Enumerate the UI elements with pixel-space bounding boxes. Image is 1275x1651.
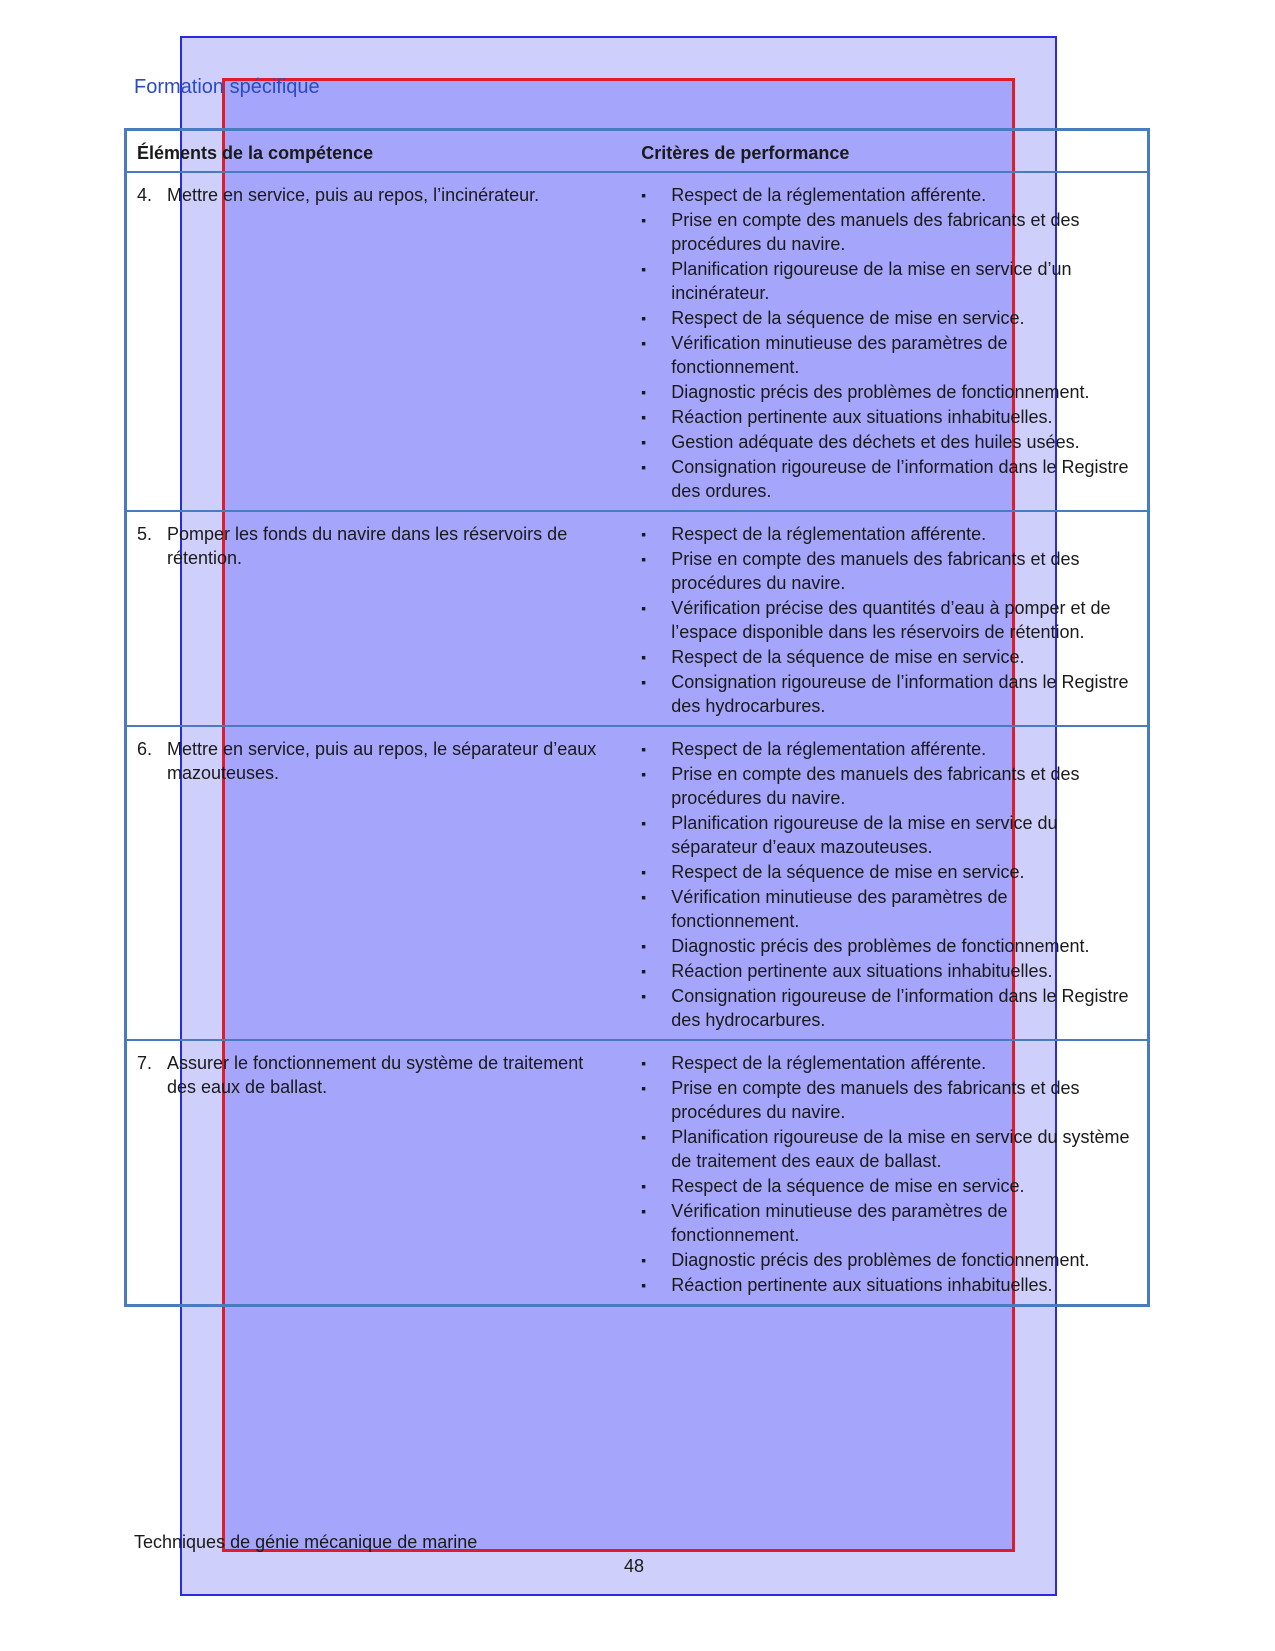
list-item — [641, 183, 1135, 207]
list-item — [641, 455, 1135, 503]
list-item — [641, 1248, 1135, 1272]
criterion-text: Respect de la séquence de mise en service. — [671, 307, 1025, 328]
element-content — [137, 522, 641, 570]
competence-table — [124, 128, 1150, 1307]
criterion-text: Planification rigoureuse de la mise en service d’un incinérateur. — [671, 258, 1072, 303]
list-item — [641, 1051, 1135, 1075]
list-item — [641, 885, 1135, 933]
criterion-text: Prise en compte des manuels des fabricants et des procédures du navire. — [671, 763, 1080, 808]
criterion-text: Prise en compte des manuels des fabricants et des procédures du navire. — [671, 209, 1080, 254]
table-row — [126, 726, 1149, 1040]
list-item — [641, 811, 1135, 859]
criterion-text: Diagnostic précis des problèmes de fonctionnement. — [671, 935, 1090, 956]
list-item — [641, 306, 1135, 330]
bullet-icon: ▪ — [641, 525, 647, 542]
element-cell — [126, 511, 642, 726]
criterion-text: Respect de la séquence de mise en service. — [671, 861, 1025, 882]
bullet-icon: ▪ — [641, 1177, 647, 1194]
element-content — [137, 183, 641, 207]
element-cell — [126, 1040, 642, 1306]
bullet-icon: ▪ — [641, 1202, 647, 1219]
element-text: Mettre en service, puis au repos, le séparateur d’eaux mazouteuses. — [167, 738, 597, 783]
criteria-list — [641, 1051, 1147, 1297]
criteria-list — [641, 522, 1147, 718]
bullet-icon: ▪ — [641, 309, 647, 326]
bullet-icon: ▪ — [641, 1128, 647, 1145]
criterion-text: Vérification minutieuse des paramètres de fonctionnement. — [671, 886, 1008, 931]
list-item — [641, 208, 1135, 256]
bullet-icon: ▪ — [641, 260, 647, 277]
list-item — [641, 984, 1135, 1032]
criterion-text: Consignation rigoureuse de l’information dans le Registre des hydrocarbures. — [671, 985, 1129, 1030]
bullet-icon: ▪ — [641, 1079, 647, 1096]
element-cell — [126, 172, 642, 511]
bullet-icon: ▪ — [641, 383, 647, 400]
criteria-cell — [641, 1040, 1148, 1306]
bullet-icon: ▪ — [641, 863, 647, 880]
criterion-text: Consignation rigoureuse de l’information dans le Registre des ordures. — [671, 456, 1129, 501]
bullet-icon: ▪ — [641, 550, 647, 567]
list-item — [641, 860, 1135, 884]
list-item — [641, 670, 1135, 718]
list-item — [641, 1199, 1135, 1247]
criterion-text: Gestion adéquate des déchets et des huiles usées. — [671, 431, 1080, 452]
criterion-text: Vérification minutieuse des paramètres de fonctionnement. — [671, 332, 1008, 377]
criterion-text: Respect de la réglementation afférente. — [671, 184, 987, 205]
criterion-text: Planification rigoureuse de la mise en service du séparateur d’eaux mazouteuses. — [671, 812, 1058, 857]
element-content — [137, 1051, 641, 1099]
bullet-icon: ▪ — [641, 599, 647, 616]
page-number: 48 — [624, 1556, 645, 1576]
bullet-icon: ▪ — [641, 962, 647, 979]
list-item — [641, 547, 1135, 595]
criterion-text: Respect de la séquence de mise en service. — [671, 1175, 1025, 1196]
table-body — [126, 172, 1149, 1306]
criterion-text: Réaction pertinente aux situations inhabituelles. — [671, 406, 1053, 427]
list-item — [641, 645, 1135, 669]
bullet-icon: ▪ — [641, 740, 647, 757]
bullet-icon: ▪ — [641, 458, 647, 475]
table-row — [126, 1040, 1149, 1306]
criterion-text: Respect de la séquence de mise en service. — [671, 646, 1025, 667]
bullet-icon: ▪ — [641, 673, 647, 690]
page-header-title: Formation spécifique — [134, 76, 320, 98]
bullet-icon: ▪ — [641, 408, 647, 425]
criterion-text: Respect de la réglementation afférente. — [671, 523, 987, 544]
criterion-text: Réaction pertinente aux situations inhabituelles. — [671, 1274, 1053, 1295]
criteria-list — [641, 183, 1147, 503]
criterion-text: Réaction pertinente aux situations inhabituelles. — [671, 960, 1053, 981]
list-item — [641, 405, 1135, 429]
element-text: Assurer le fonctionnement du système de traitement des eaux de ballast. — [167, 1052, 584, 1097]
element-number: 4. — [137, 184, 153, 205]
list-item — [641, 1273, 1135, 1297]
criterion-text: Prise en compte des manuels des fabricants et des procédures du navire. — [671, 548, 1080, 593]
criteria-cell — [641, 511, 1148, 726]
bullet-icon: ▪ — [641, 433, 647, 450]
bullet-icon: ▪ — [641, 765, 647, 782]
list-item — [641, 959, 1135, 983]
criteria-cell — [641, 172, 1148, 511]
bullet-icon: ▪ — [641, 1054, 647, 1071]
column-header-criteria: Critères de performance — [641, 130, 1148, 172]
list-item — [641, 737, 1135, 761]
table-row — [126, 511, 1149, 726]
criterion-text: Vérification précise des quantités d’eau à pomper et de l’espace disponible dans les réservoirs de rétention. — [671, 597, 1111, 642]
bullet-icon: ▪ — [641, 1276, 647, 1293]
bullet-icon: ▪ — [641, 1251, 647, 1268]
bullet-icon: ▪ — [641, 186, 647, 203]
criterion-text: Prise en compte des manuels des fabricants et des procédures du navire. — [671, 1077, 1080, 1122]
list-item — [641, 1076, 1135, 1124]
criterion-text: Consignation rigoureuse de l’information dans le Registre des hydrocarbures. — [671, 671, 1129, 716]
list-item — [641, 1125, 1135, 1173]
list-item — [641, 380, 1135, 404]
list-item — [641, 1174, 1135, 1198]
bullet-icon: ▪ — [641, 814, 647, 831]
list-item — [641, 596, 1135, 644]
element-text: Mettre en service, puis au repos, l’incinérateur. — [167, 184, 540, 205]
bullet-icon: ▪ — [641, 334, 647, 351]
list-item — [641, 934, 1135, 958]
list-item — [641, 522, 1135, 546]
bullet-icon: ▪ — [641, 211, 647, 228]
column-header-elements: Éléments de la compétence — [126, 130, 642, 172]
criteria-cell — [641, 726, 1148, 1040]
criterion-text: Respect de la réglementation afférente. — [671, 1052, 987, 1073]
element-text: Pomper les fonds du navire dans les réservoirs de rétention. — [167, 523, 568, 568]
criterion-text: Respect de la réglementation afférente. — [671, 738, 987, 759]
list-item — [641, 331, 1135, 379]
criterion-text: Planification rigoureuse de la mise en service du système de traitement des eaux de ballast. — [671, 1126, 1130, 1171]
criterion-text: Diagnostic précis des problèmes de fonctionnement. — [671, 381, 1090, 402]
list-item — [641, 762, 1135, 810]
bullet-icon: ▪ — [641, 888, 647, 905]
list-item — [641, 257, 1135, 305]
element-number: 7. — [137, 1052, 153, 1073]
table-header-row — [126, 130, 1149, 172]
bullet-icon: ▪ — [641, 937, 647, 954]
table-row — [126, 172, 1149, 511]
bullet-icon: ▪ — [641, 987, 647, 1004]
element-number: 5. — [137, 523, 153, 544]
element-number: 6. — [137, 738, 153, 759]
bullet-icon: ▪ — [641, 648, 647, 665]
criterion-text: Diagnostic précis des problèmes de fonctionnement. — [671, 1249, 1090, 1270]
element-content — [137, 737, 641, 785]
criteria-list — [641, 737, 1147, 1032]
list-item — [641, 430, 1135, 454]
element-cell — [126, 726, 642, 1040]
page-footer-title: Techniques de génie mécanique de marine — [134, 1532, 478, 1552]
criterion-text: Vérification minutieuse des paramètres de fonctionnement. — [671, 1200, 1008, 1245]
